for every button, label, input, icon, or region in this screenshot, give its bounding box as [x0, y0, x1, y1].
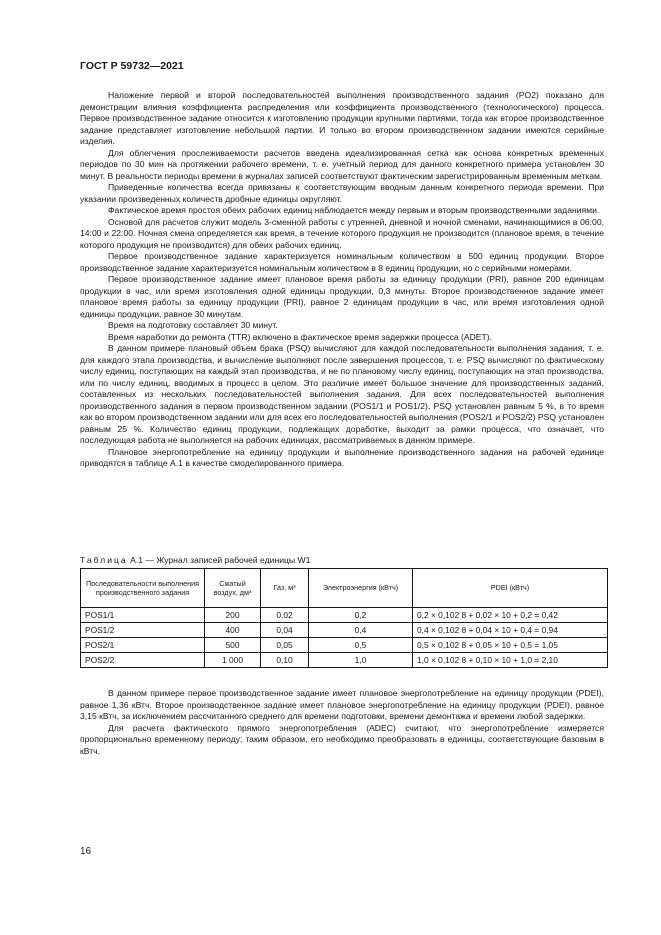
cell-sequence: POS1/1: [81, 608, 205, 623]
cell-electricity: 0,5: [309, 638, 413, 653]
paragraph: Для облегчения прослеживаемости расчетов введена идеализированная сетка как основа конкретных временных периодов по 30 мин на протяжении рабочего времени, т. е. учетный период для данного конкретного примера установлен 30 минут. В реальности периоды времени в журналах записей соответствуют фактическим зарегистрированным временным меткам.: [80, 147, 604, 181]
column-header: Газ, м³: [261, 569, 309, 608]
paragraph: Для расчета фактического прямого энергопотребления (ADEC) считают, что энергопотребление измеряется пропорционально временному периоду; таким образом, его необходимо преобразовать в единицы, соответствующие базовым в кВтч.: [80, 722, 604, 756]
cell-pdei: 0,4 × 0,102 8 + 0,04 × 10 + 0,4 = 0,94: [413, 623, 608, 638]
cell-pdei: 1,0 × 0,102 8 + 0,10 × 10 + 1,0 = 2,10: [413, 653, 608, 668]
table-row: [81, 653, 608, 668]
cell-sequence: POS1/2: [81, 623, 205, 638]
cell-compressed-air: 200: [205, 608, 261, 623]
table-caption-title: А.1 — Журнал записей рабочей единицы W1: [130, 555, 311, 565]
cell-compressed-air: 1 000: [205, 653, 261, 668]
cell-gas: 0,02: [261, 608, 309, 623]
paragraph: В данном примере плановый объем брака (PSQ) вычисляют для каждой последовательности выполнения задания, т. е. для каждого этапа производства, и вычисление выполняют после завершения процессов, т. е. PSQ вычисляют по фактическому числу единиц, поступающих на каждый этап производства, и не по плановому числу единиц, поступающих на этап производства, или по числу единиц, вводимых в процесс в целом. Это различие имеет большое значение для производственных заданий, составленных из нескольких последовательностей выполнения задания. Для всех последовательностей выполнения производственного задания в первом производственном задании (POS1/1 и POS1/2), PSQ установлен равным 5 %, в то время как во втором производственном задании или для всех его последовательностей выполнения (POS2/1 и POS2/2) PSQ установлен равным 25 %. Количество единиц продукции, подлежащих доработке, выходит за рамки процесса, что означает, что последующая работа не выполняется на рабочих единицах, рассматриваемых в данном примере.: [80, 343, 604, 445]
paragraph: В данном примере первое производственное задание имеет плановое энергопотребление на единицу продукции (PDEI), равное 1,36 кВтч. Второе производственное задание имеет плановое энергопотребление на единицу продукции (PDEI), равное 3,15 кВтч, за исключением рассчитанного среднего для времени подготовки, времени демонтажа и времени любой задержки.: [80, 688, 604, 721]
paragraph: Первое производственное задание характеризуется номинальным количеством в 500 единиц продукции. Второе производственное задание характеризуется номинальным количеством в 8 единиц продукции, но с серийными номерами.: [80, 251, 604, 273]
column-header: Последовательности выполнения производственного задания: [81, 569, 205, 608]
table-caption: [80, 555, 310, 565]
paragraph: Время наработки до ремонта (TTR) включено в фактическое время задержки процесса (ADET).: [108, 331, 493, 342]
table-header-row: [81, 569, 608, 608]
cell-gas: 0,05: [261, 638, 309, 653]
cell-gas: 0,04: [261, 623, 309, 638]
column-header: Сжатый воздух, дм³: [205, 569, 261, 608]
cell-pdei: 0,2 × 0,102 8 + 0,02 × 10 + 0,2 = 0,42: [413, 608, 608, 623]
paragraph: Плановое энергопотребление на единицу продукции и выполнение производственного задания на рабочей единице приводятся в таблице А.1 в качестве смоделированного примера.: [80, 446, 604, 468]
body-text-after-table: [80, 688, 604, 757]
paragraph: Фактическое время простоя обеих рабочих единиц наблюдается между первым и вторым производственными заданиями.: [108, 205, 600, 215]
document-header: ГОСТ Р 59732—2021: [80, 60, 184, 72]
cell-compressed-air: 400: [205, 623, 261, 638]
body-text-before-table: [80, 90, 604, 470]
table-row: [81, 608, 608, 623]
table-row: [81, 623, 608, 638]
cell-electricity: 0,2: [309, 608, 413, 623]
table-row: [81, 638, 608, 653]
column-header: Электроэнергия (кВтч): [309, 569, 413, 608]
cell-gas: 0,10: [261, 653, 309, 668]
page-number: 16: [80, 846, 92, 857]
paragraph: Наложение первой и второй последовательностей выполнения производственного задания (PO2) показано для демонстрации влияния коэффициента распределения или коэффициента производственного (технологического) процесса. Первое производственное задание относится к изготовлению продукции крупными партиями, тогда как второе производственное задание представляет изготовление небольшой партии. И только во втором производственном задании имеются серийные изделия.: [80, 90, 604, 146]
column-header: PDEI (кВтч): [413, 569, 608, 608]
cell-electricity: 1,0: [309, 653, 413, 668]
cell-compressed-air: 500: [205, 638, 261, 653]
paragraph: Первое производственное задание имеет плановое время работы за единицу продукции (PRI), равное 200 единицам продукции в час, или время изготовления одной единицы продукции, 0,3 минуты. Второе производственное задание имеет плановое время работы за единицу продукции (PRI), равное 2 единицам продукции в час, или время изготовления одной единицы продукции, равное 30 минутам.: [80, 274, 604, 319]
paragraph: Основой для расчетов служит модель 3-сменной работы с утренней, дневной и ночной сменами, начинающимися в 06:00, 14:00 и 22:00. Ночная смена определяется как время, в течение которого продукция не производится (плановое время, в течение которого продукция не производится) для обеих рабочих единиц.: [80, 216, 604, 250]
cell-sequence: POS2/2: [81, 653, 205, 668]
cell-electricity: 0,4: [309, 623, 413, 638]
table-caption-label: Таблица: [80, 555, 128, 565]
paragraph: Приведенные количества всегда привязаны к соответствующим вводным данным конкретного периода времени. При указании произведенных количеств дробные единицы округляют.: [80, 182, 604, 204]
energy-log-table: [80, 568, 608, 668]
cell-sequence: POS2/1: [81, 638, 205, 653]
cell-pdei: 0,5 × 0,102 8 + 0,05 × 10 + 0,5 = 1,05: [413, 638, 608, 653]
paragraph: Время на подготовку составляет 30 минут.: [108, 320, 278, 330]
